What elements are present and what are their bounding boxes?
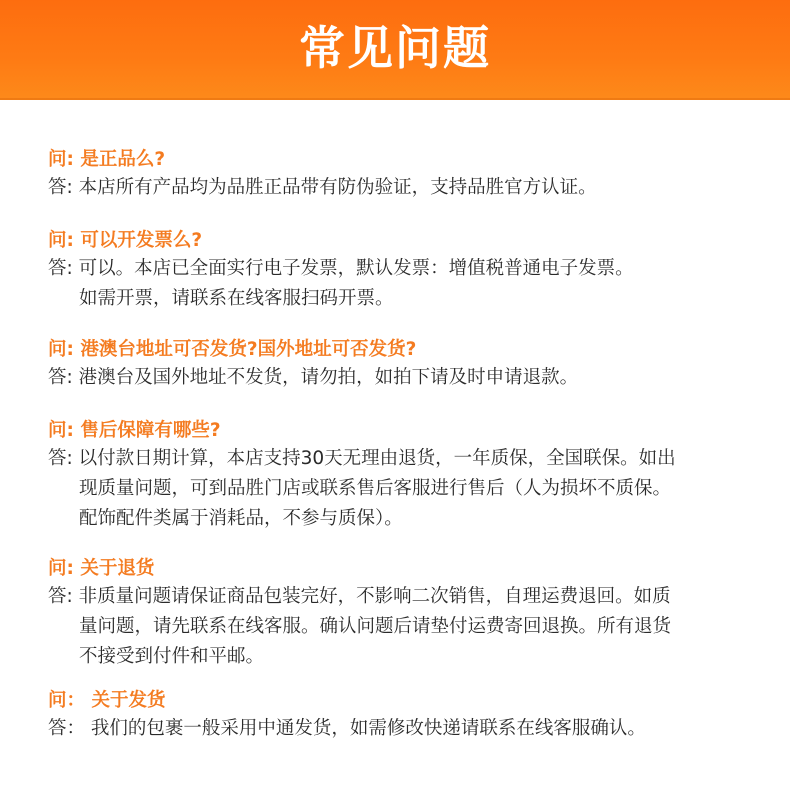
answer-text: 不接受到付件和平邮。 xyxy=(79,646,265,667)
answer-text: 可以。本店已全面实行电子发票，默认发票：增值税普通电子发票。 xyxy=(78,258,634,279)
answer-text: 以付款日期计算，本店支持30天无理由退货，一年质保，全国联保。如出 xyxy=(78,448,676,469)
faq-question: 问: 港澳台地址可否发货?国外地址可否发货? xyxy=(48,339,417,360)
faq-item-returns xyxy=(48,556,768,672)
answer-text: 非质量问题请保证商品包装完好，不影响二次销售，自理运费退回。如质 xyxy=(78,586,671,607)
answer-text: 如需开票，请联系在线客服扫码开票。 xyxy=(79,288,394,309)
answer-text: 现质量问题，可到品胜门店或联系售后客服进行售后（人为损坏不质保。 xyxy=(79,478,672,499)
faq-question: 问: 是正品么? xyxy=(48,149,166,170)
faq-question: 问: 售后保障有哪些? xyxy=(48,420,221,441)
faq-answer xyxy=(48,363,768,393)
faq-answer xyxy=(48,254,768,314)
faq-answer xyxy=(48,173,768,203)
answer-prefix: 答: xyxy=(48,367,79,388)
faq-question: 问： 关于发货 xyxy=(48,690,166,711)
answer-text: 量问题，请先联系在线客服。确认问题后请垫付运费寄回退换。所有退货 xyxy=(79,616,672,637)
faq-item-authentic xyxy=(48,147,768,203)
faq-item-shipping xyxy=(48,688,768,744)
faq-question: 问: 可以开发票么? xyxy=(48,230,203,251)
answer-prefix: 答: xyxy=(48,586,79,607)
answer-text: 港澳台及国外地址不发货，请勿拍，如拍下请及时申请退款。 xyxy=(78,367,579,388)
faq-item-warranty xyxy=(48,418,768,534)
page-title: 常见问题 xyxy=(299,21,491,75)
faq-item-invoice xyxy=(48,228,768,314)
answer-prefix: 答: xyxy=(48,258,79,279)
faq-item-overseas xyxy=(48,337,768,393)
answer-text: 本店所有产品均为品胜正品带有防伪验证，支持品胜官方认证。 xyxy=(78,177,597,198)
faq-answer xyxy=(48,582,768,672)
header-banner xyxy=(0,0,790,100)
answer-prefix: 答: xyxy=(48,177,79,198)
answer-text: 配饰配件类属于消耗品，不参与质保）。 xyxy=(79,508,403,529)
answer-text: 我们的包裹一般采用中通发货，如需修改快递请联系在线客服确认。 xyxy=(90,718,646,739)
answer-prefix: 答: xyxy=(48,448,79,469)
faq-answer xyxy=(48,714,768,744)
faq-question: 问: 关于退货 xyxy=(48,558,155,579)
answer-prefix: 答： xyxy=(48,718,91,739)
faq-answer xyxy=(48,444,768,534)
